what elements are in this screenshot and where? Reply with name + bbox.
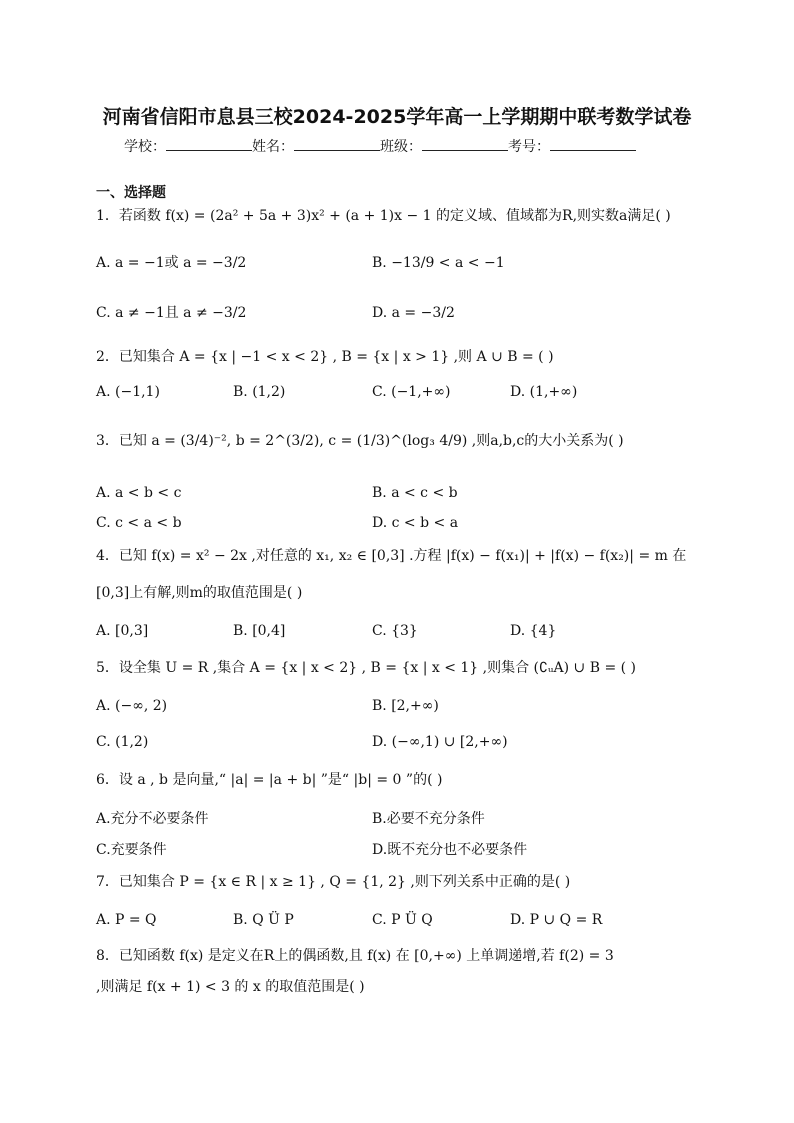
name-label: 姓名： (252, 139, 294, 155)
question-3-stem: 3．已知 a = (3/4)⁻², b = 2^(3/2), c = (1/3)^(log₃ 4/9) ,则a,b,c的大小关系为( ) (96, 433, 624, 449)
q5-option-a: A. (−∞, 2) (96, 698, 168, 714)
school-field[interactable] (166, 136, 252, 151)
school-label: 学校： (124, 139, 166, 155)
q3-option-d: D. c < b < a (372, 515, 459, 531)
question-7-stem: 7．已知集合 P = {x ∈ R | x ≥ 1} , Q = {1, 2} ,则下列关系中正确的是( ) (96, 874, 571, 890)
question-8-stem-line1: 8．已知函数 f(x) 是定义在R上的偶函数,且 f(x) 在 [0,+∞) 上单调递增,若 f(2) = 3 (96, 948, 614, 964)
q2-option-b: B. (1,2) (233, 384, 286, 400)
q7-option-d: D. P ∪ Q = R (510, 912, 603, 928)
q6-option-d: D.既不充分也不必要条件 (372, 842, 528, 858)
q7-option-b: B. Q Ü P (233, 912, 294, 928)
q3-option-a: A. a < b < c (96, 485, 182, 501)
q2-option-d: D. (1,+∞) (510, 384, 578, 400)
id-label: 考号： (508, 139, 550, 155)
q5-option-c: C. (1,2) (96, 734, 149, 750)
q7-option-a: A. P = Q (96, 912, 157, 928)
student-info-row (124, 136, 636, 156)
q2-option-c: C. (−1,+∞) (372, 384, 451, 400)
q1-option-b: B. −13/9 < a < −1 (372, 255, 505, 271)
q6-option-a: A.充分不必要条件 (96, 811, 209, 827)
q5-option-b: B. [2,+∞) (372, 698, 439, 714)
q3-option-b: B. a < c < b (372, 485, 458, 501)
question-4-stem-line2: [0,3]上有解,则m的取值范围是( ) (96, 585, 303, 601)
question-8-stem-line2: ,则满足 f(x + 1) < 3 的 x 的取值范围是( ) (96, 979, 365, 995)
page-title: 河南省信阳市息县三校2024-2025学年高一上学期期中联考数学试卷 (102, 106, 692, 128)
q1-option-d: D. a = −3/2 (372, 305, 455, 321)
q4-option-b: B. [0,4] (233, 623, 286, 639)
q4-option-c: C. {3} (372, 623, 418, 639)
section-heading: 一、选择题 (96, 185, 166, 201)
q1-option-a: A. a = −1或 a = −3/2 (96, 255, 247, 271)
question-5-stem: 5．设全集 U = R ,集合 A = {x | x < 2} , B = {x | x < 1} ,则集合 (∁ᵤA) ∪ B = ( ) (96, 660, 637, 676)
class-field[interactable] (422, 136, 508, 151)
id-field[interactable] (550, 136, 636, 151)
question-2-stem: 2．已知集合 A = {x | −1 < x < 2} , B = {x | x > 1} ,则 A ∪ B = ( ) (96, 349, 554, 365)
question-1-stem: 1．若函数 f(x) = (2a² + 5a + 3)x² + (a + 1)x − 1 的定义域、值域都为R,则实数a满足( ) (96, 208, 671, 224)
q3-option-c: C. c < a < b (96, 515, 182, 531)
q2-option-a: A. (−1,1) (96, 384, 160, 400)
name-field[interactable] (294, 136, 380, 151)
q4-option-d: D. {4} (510, 623, 557, 639)
class-label: 班级： (380, 139, 422, 155)
q5-option-d: D. (−∞,1) ∪ [2,+∞) (372, 734, 508, 750)
q4-option-a: A. [0,3] (96, 623, 149, 639)
question-6-stem: 6．设 a , b 是向量,“ |a| = |a + b| ”是“ |b| = 0 ”的( ) (96, 772, 443, 788)
q7-option-c: C. P Ü Q (372, 912, 433, 928)
q6-option-b: B.必要不充分条件 (372, 811, 485, 827)
q1-option-c: C. a ≠ −1且 a ≠ −3/2 (96, 305, 247, 321)
question-4-stem-line1: 4．已知 f(x) = x² − 2x ,对任意的 x₁, x₂ ∈ [0,3] .方程 |f(x) − f(x₁)| + |f(x) − f(x₂)| = m 在 (96, 548, 687, 564)
q6-option-c: C.充要条件 (96, 842, 167, 858)
